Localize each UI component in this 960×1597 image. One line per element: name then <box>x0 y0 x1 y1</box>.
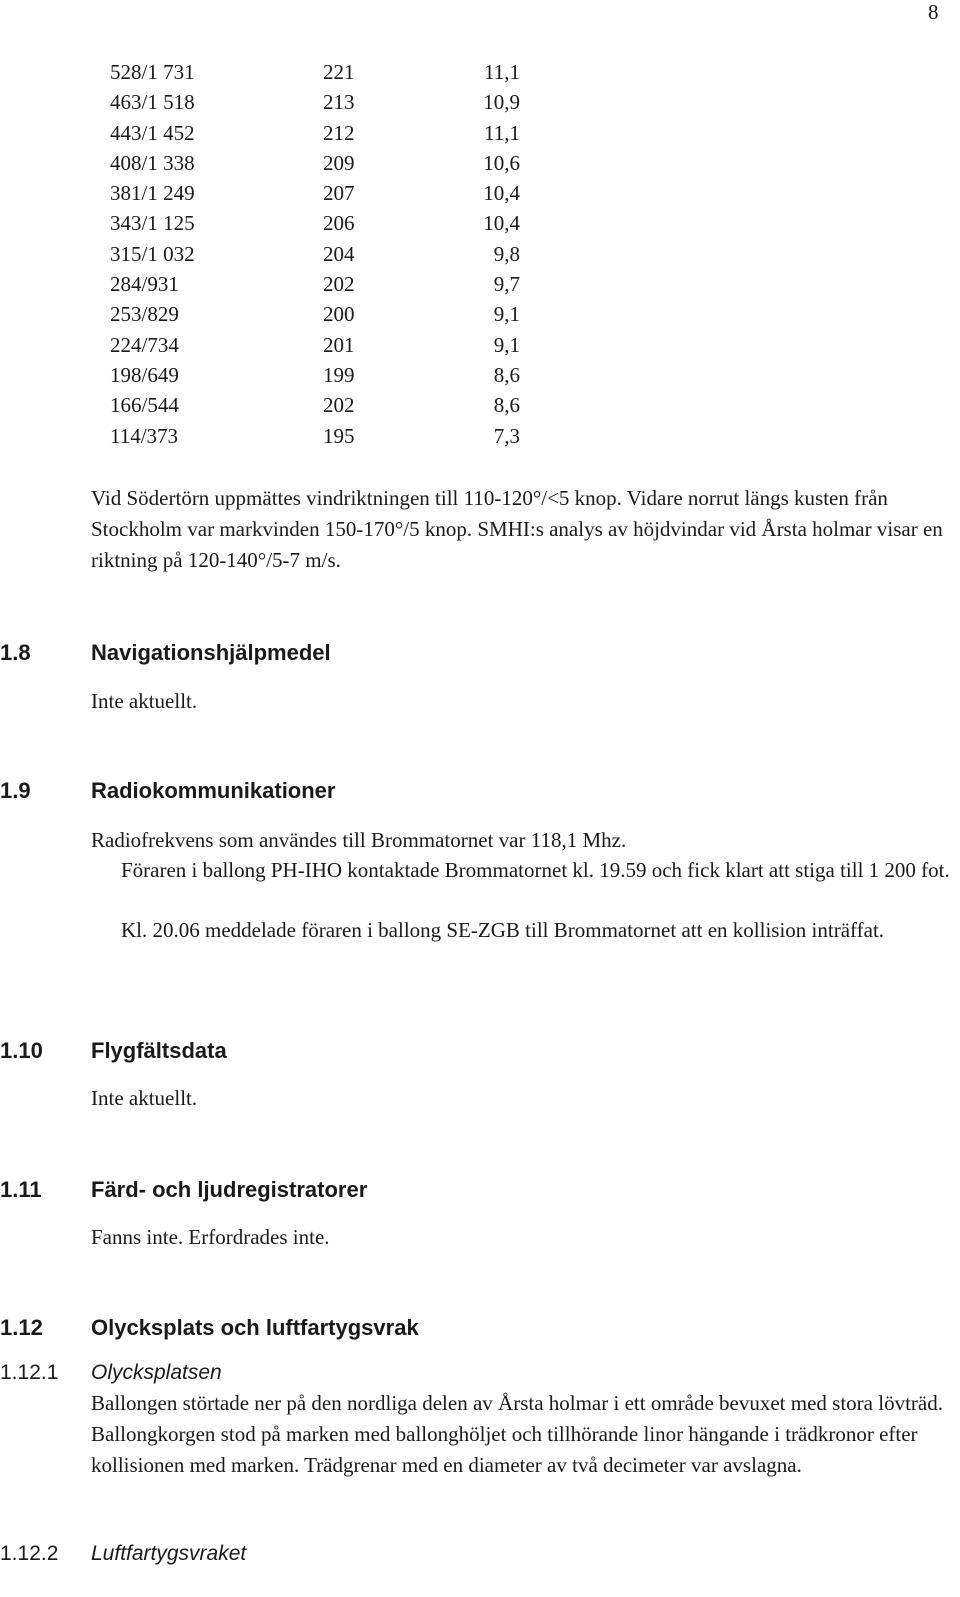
table-cell: 209 <box>323 150 355 175</box>
table-cell: 204 <box>323 241 355 266</box>
section-text: Fanns inte. Erfordrades inte. <box>91 1225 330 1249</box>
page-number: 8 <box>928 0 939 24</box>
table-cell: 10,6 <box>483 150 520 175</box>
section-number: 1.9 <box>0 778 31 803</box>
table-cell: 463/1 518 <box>110 90 195 115</box>
table-cell: 8,6 <box>493 393 520 418</box>
section-number: 1.10 <box>0 1038 43 1063</box>
table-cell: 206 <box>323 211 355 236</box>
section-title: Färd- och ljudregistratorer <box>91 1177 368 1202</box>
table-cell: 284/931 <box>110 272 179 297</box>
table-cell: 11,1 <box>484 60 520 84</box>
table-cell: 9,1 <box>493 332 520 357</box>
accident-site-text: Ballongen störtade ner på den nordliga delen av Årsta holmar i ett område bevuxet med stora lövträd. Ballongkorgen stod på marken med ballonghöljet och tillhörande linor hängande i trädkronor efter kollisionen med marken. Trädgrenar med en diameter av två decimeter var avslagna. <box>91 1391 943 1477</box>
subsection-title: Luftfartygsvraket <box>91 1542 247 1565</box>
table-cell: 10,9 <box>483 90 520 115</box>
table-cell: 166/544 <box>110 393 179 418</box>
table-cell: 9,8 <box>493 241 520 266</box>
table-cell: 202 <box>323 393 355 418</box>
section-title: Olycksplats och luftfartygsvrak <box>91 1315 419 1340</box>
table-cell: 9,1 <box>493 302 520 327</box>
radio-collision-text: Kl. 20.06 meddelade föraren i ballong SE-ZGB till Brommatornet att en kollision inträffat. <box>121 918 885 942</box>
table-cell: 9,7 <box>493 272 520 297</box>
table-cell: 8,6 <box>493 362 520 387</box>
subsection-title: Olycksplatsen <box>91 1361 222 1384</box>
section-number: 1.12 <box>0 1315 43 1340</box>
section-number: 1.11 <box>0 1177 42 1202</box>
table-cell: 224/734 <box>110 332 179 357</box>
table-cell: 408/1 338 <box>110 150 195 175</box>
table-cell: 114/373 <box>110 423 179 448</box>
table-cell: 253/829 <box>110 302 179 327</box>
table-cell: 315/1 032 <box>110 241 195 266</box>
table-cell: 198/649 <box>110 362 179 387</box>
table-cell: 212 <box>323 120 355 145</box>
table-cell: 201 <box>323 332 355 357</box>
section-text: Inte aktuellt. <box>91 1086 198 1110</box>
table-cell: 213 <box>323 90 355 115</box>
table-cell: 7,3 <box>493 423 520 448</box>
table-cell: 10,4 <box>483 181 520 206</box>
section-number: 1.8 <box>0 640 31 665</box>
table-cell: 10,4 <box>483 211 520 236</box>
section-text: Inte aktuellt. <box>91 689 198 713</box>
table-cell: 202 <box>323 272 355 297</box>
section-title: Navigationshjälpmedel <box>91 640 331 665</box>
table-cell: 343/1 125 <box>110 211 195 236</box>
table-cell: 195 <box>323 423 355 448</box>
table-cell: 528/1 731 <box>110 60 195 84</box>
table-cell: 443/1 452 <box>110 120 195 145</box>
table-cell: 199 <box>323 362 355 387</box>
section-title: Flygfältsdata <box>91 1038 227 1063</box>
section-title: Radiokommunikationer <box>91 778 336 803</box>
radio-contact-text: Föraren i ballong PH-IHO kontaktade Brommatornet kl. 19.59 och fick klart att stiga till 1 200 fot. <box>121 858 950 882</box>
table-cell: 11,1 <box>484 120 520 145</box>
subsection-number: 1.12.2 <box>0 1542 59 1565</box>
radio-frequency-text: Radiofrekvens som användes till Brommatornet var 118,1 Mhz. <box>91 828 627 852</box>
table-cell: 381/1 249 <box>110 181 195 206</box>
table-cell: 221 <box>323 60 355 84</box>
table-cell: 200 <box>323 302 355 327</box>
table-cell: 207 <box>323 181 355 206</box>
wind-paragraph: Vid Södertörn uppmättes vindriktningen till 110-120°/<5 knop. Vidare norrut längs kusten från Stockholm var markvinden 150-170°/5 knop. SMHI:s analys av höjdvindar vid Årsta holmar visar en riktning på 120-140°/5-7 m/s. <box>91 486 943 572</box>
subsection-number: 1.12.1 <box>0 1361 59 1384</box>
